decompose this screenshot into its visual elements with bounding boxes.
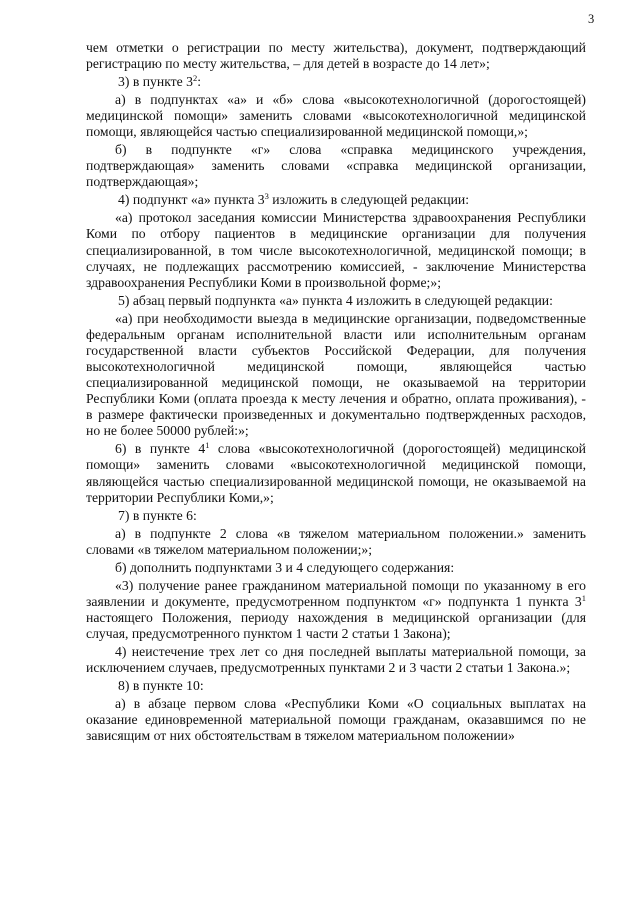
paragraph-text: а) в подпунктах «а» и «б» слова «высокотехнологичной (дорогостоящей) медицинской помощи» заменить словами «высокотехнологичной медицинской помощи, являющейся частью специализированной медицинской помощи,»; [86,92,586,140]
superscript: 3 [264,191,269,202]
paragraph-text: 5) абзац первый подпункта «а» пункта 4 изложить в следующей редакции: [118,292,553,308]
paragraph [86,578,586,642]
paragraph-text: : [197,74,202,90]
paragraph [86,192,586,208]
paragraph-text: «а) протокол заседания комиссии Министерства здравоохранения Республики Коми по отбору пациентов в медицинские организации для получения специализированной, в том числе высокотехнологичной, медицинской помощи; в случаях, не подлежащих рассмотрению комиссией, - заключение Министерства здравоохранения Республики Коми в произвольной форме;»; [86,210,586,290]
paragraph [86,526,586,558]
paragraph [86,293,586,309]
paragraph-text: настоящего Положения, периоду нахождения в медицинской организации (для случая, предусмотренного пунктом 1 части 2 статьи 1 Закона); [86,609,586,641]
paragraph [86,560,586,576]
paragraph-text: 3) в пункте 3 [118,74,193,90]
paragraph [86,678,586,694]
paragraph [86,142,586,190]
paragraph-text: изложить в следующей редакции: [268,192,470,208]
paragraph-text: 4) неистечение трех лет со дня последней выплаты материальной помощи, за исключением случаев, предусмотренных пунктами 2 и 3 части 2 статьи 1 Закона.»; [86,643,586,676]
document-body [86,40,586,746]
paragraph-text: 8) в пункте 10: [118,678,204,694]
paragraph-text: чем отметки о регистрации по месту жительства), документ, подтверждающий регистрацию по месту жительства, – для детей в возрасте до 14 лет»; [86,40,586,72]
paragraph-text: б) дополнить подпунктами 3 и 4 следующего содержания: [115,559,455,575]
paragraph-text: а) в абзаце первом слова «Республики Коми «О социальных выплатах на оказание единовременной материальной помощи гражданам, оказавшимся по не зависящим от них обстоятельствам в тяжелом материальном положении» [86,696,586,744]
superscript: 1 [205,440,210,451]
superscript: 2 [193,73,198,84]
paragraph [86,210,586,290]
paragraph-text: б) в подпункте «г» слова «справка медицинского учреждения, подтверждающая» заменить словами «справка медицинской организации, подтверждающая»; [86,142,586,190]
paragraph-text: «а) при необходимости выезда в медицинские организации, подведомственные федеральным органам исполнительной власти или исполнительным органам государственной власти субъектов Российской Федерации, для получения высокотехнологичной медицинской помощи, являющейся частью специализированной медицинской помощи, не оказываемой на территории Республики Коми (оплата проезда к месту лечения и обратно, оплата проживания), - в размере фактически произведенных и документально подтвержденных расходов, но не более 50000 рублей:»; [86,310,586,439]
paragraph-text: «3) получение ранее гражданином материальной помощи по указанному в его заявлении и документе, предусмотренном подпунктом «г» подпункта 1 пункта 3 [86,577,586,609]
paragraph [86,40,586,72]
paragraph-text: 4) подпункт «а» пункта 3 [118,192,265,208]
paragraph-text: слова «высокотехнологичной (дорогостоящей) медицинской помощи» заменить словами «высокотехнологичной медицинской помощи, являющейся частью специализированной медицинской помощи, не оказываемой на территории Республики Коми,»; [86,441,586,505]
superscript: 1 [581,592,586,603]
paragraph [86,441,586,505]
paragraph [86,644,586,676]
page-number: 3 [588,12,595,26]
paragraph-text: а) в подпункте 2 слова «в тяжелом материальном положении.» заменить словами «в тяжелом материальном положении;»; [86,525,586,557]
paragraph [86,696,586,744]
paragraph [86,508,586,524]
paragraph [86,74,586,90]
paragraph-text: 6) в пункте 4 [115,441,206,457]
paragraph-text: 7) в пункте 6: [118,507,197,523]
paragraph [86,311,586,440]
paragraph [86,92,586,140]
